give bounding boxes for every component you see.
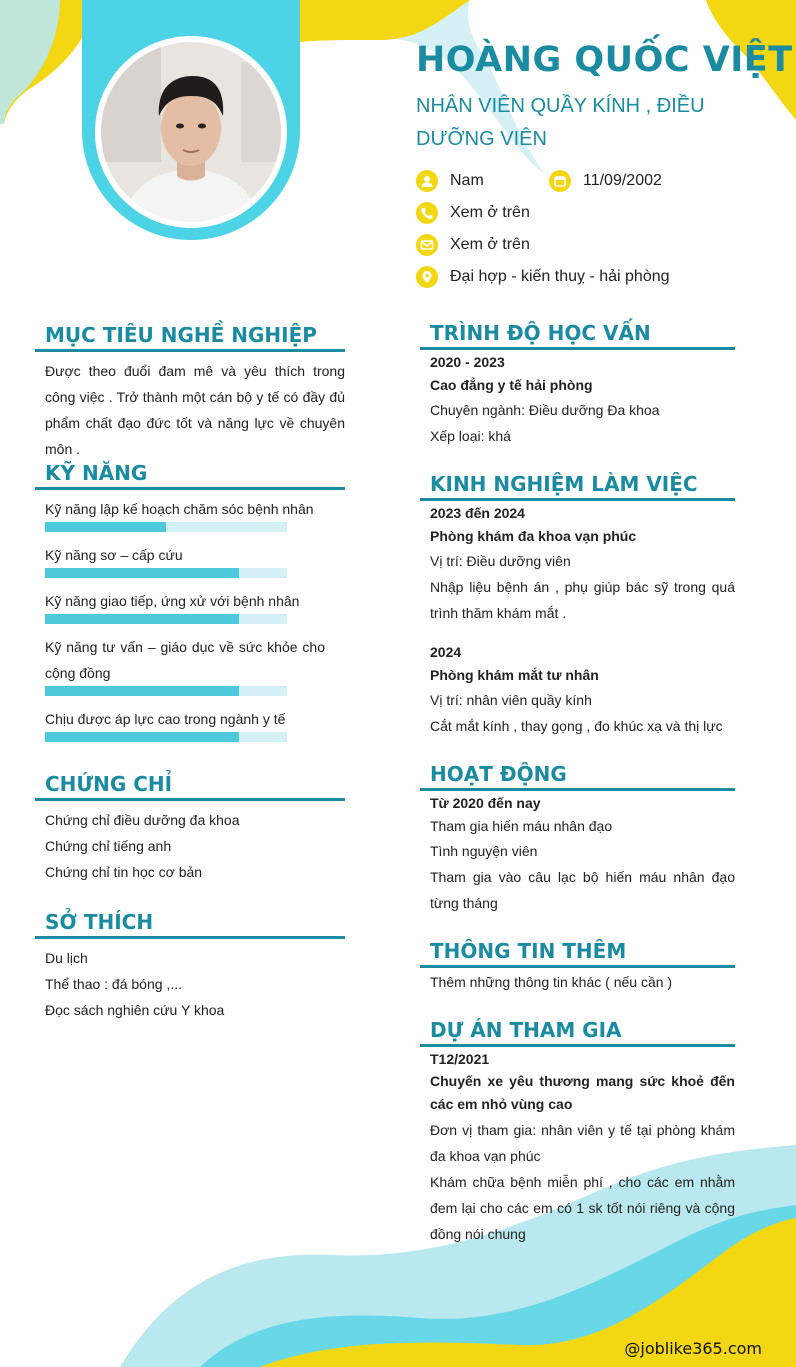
gender-value: Nam xyxy=(450,172,484,189)
skill-bar xyxy=(45,614,287,624)
job-position: Vị trí: nhân viên quầy kính xyxy=(430,692,592,708)
hobby-item: Du lịch xyxy=(45,950,88,966)
address-row xyxy=(416,266,670,288)
job-description: Nhập liệu bệnh án , phụ giúp bác sỹ trong quá trình thăm khám mắt . xyxy=(430,579,735,621)
extra-info-divider xyxy=(420,965,735,968)
education-rank: Xếp loại: khá xyxy=(430,428,511,444)
skill-bar-fill xyxy=(45,614,239,624)
hobbies-title: SỞ THÍCH xyxy=(45,910,154,934)
activities-title: HOẠT ĐỘNG xyxy=(430,762,567,786)
certificate-item: Chứng chỉ tin học cơ bản xyxy=(45,864,203,880)
education-major: Chuyên ngành: Điều dưỡng Đa khoa xyxy=(430,402,660,418)
career-objective-divider xyxy=(35,349,345,352)
skill-bar-fill xyxy=(45,522,166,532)
skill-bar xyxy=(45,686,287,696)
birthday-row xyxy=(549,170,662,192)
job-period: 2023 đến 2024 xyxy=(430,505,525,521)
hobby-item: Thể thao : đá bóng ,... xyxy=(45,976,182,992)
birthday-value: 11/09/2002 xyxy=(583,172,662,189)
education-title: TRÌNH ĐỘ HỌC VẤN xyxy=(430,321,651,345)
job-period: 2024 xyxy=(430,644,462,660)
activity-item: Tình nguyện viên xyxy=(430,843,538,859)
avatar xyxy=(101,42,281,222)
watermark: @joblike365.com xyxy=(624,1339,762,1358)
hobbies-divider xyxy=(35,936,345,939)
phone-value: Xem ở trên xyxy=(450,204,530,221)
calendar-icon xyxy=(549,170,571,192)
project-name: Chuyến xe yêu thương mang sức khoẻ đến các em nhỏ vùng cao xyxy=(430,1073,735,1112)
education-period: 2020 - 2023 xyxy=(430,354,505,370)
career-objective-text: Được theo đuổi đam mê và yêu thích trong công việc . Trở thành một cán bộ y tế có đầy đủ phẩm chất đạo đức tốt và năng lực về chuyên môn . xyxy=(45,363,345,457)
activity-item: Tham gia vào câu lạc bộ hiến máu nhân đạo từng tháng xyxy=(430,869,735,911)
extra-info-text: Thêm những thông tin khác ( nếu cần ) xyxy=(430,974,673,990)
project-unit: Đơn vị tham gia: nhân viên y tế tại phòng khám đa khoa vạn phúc xyxy=(430,1122,735,1164)
email-value: Xem ở trên xyxy=(450,236,530,253)
candidate-job-title: NHÂN VIÊN QUẦY KÍNH , ĐIỀU DƯỠNG VIÊN xyxy=(416,95,705,150)
skill-bar xyxy=(45,522,287,532)
skill-bar xyxy=(45,732,287,742)
experience-title: KINH NGHIỆM LÀM VIỆC xyxy=(430,472,698,496)
job-position: Vị trí: Điều dưỡng viên xyxy=(430,553,571,569)
skill-bar-fill xyxy=(45,686,239,696)
project-period: T12/2021 xyxy=(430,1051,490,1067)
email-icon xyxy=(416,234,438,256)
skill-bar xyxy=(45,568,287,578)
location-icon xyxy=(416,266,438,288)
phone-icon xyxy=(416,202,438,224)
certificates-divider xyxy=(35,798,345,801)
job-company: Phòng khám đa khoa vạn phúc xyxy=(430,528,637,544)
phone-row xyxy=(416,202,530,224)
skill-label: Chịu được áp lực cao trong ngành y tế xyxy=(45,711,286,727)
skill-bar-fill xyxy=(45,732,239,742)
extra-info-title: THÔNG TIN THÊM xyxy=(430,939,627,963)
job-description: Cắt mắt kính , thay gọng , đo khúc xạ và thị lực xyxy=(430,718,723,734)
skills-title: KỸ NĂNG xyxy=(45,461,148,485)
gender-row xyxy=(416,170,484,192)
address-value: Đại hợp - kiến thuỵ - hải phòng xyxy=(450,268,670,285)
hobby-item: Đọc sách nghiên cứu Y khoa xyxy=(45,1002,225,1018)
activity-item: Tham gia hiến máu nhân đạo xyxy=(430,818,613,834)
certificates-title: CHỨNG CHỈ xyxy=(45,772,173,796)
skill-label: Kỹ năng sơ – cấp cứu xyxy=(45,547,183,563)
activities-period: Từ 2020 đến nay xyxy=(430,795,541,811)
skill-label: Kỹ năng lập kế hoạch chăm sóc bệnh nhân xyxy=(45,501,314,517)
email-row xyxy=(416,234,530,256)
projects-title: DỰ ÁN THAM GIA xyxy=(430,1018,622,1042)
skill-bar-fill xyxy=(45,568,239,578)
skill-label: Kỹ năng tư vấn – giáo dục về sức khỏe cho cộng đồng xyxy=(45,639,325,681)
skill-label: Kỹ năng giao tiếp, ứng xử với bệnh nhân xyxy=(45,593,300,609)
user-icon xyxy=(416,170,438,192)
certificate-item: Chứng chỉ điều dưỡng đa khoa xyxy=(45,812,240,828)
skills-divider xyxy=(35,487,345,490)
certificate-item: Chứng chỉ tiếng anh xyxy=(45,838,172,854)
candidate-name: HOÀNG QUỐC VIỆT xyxy=(416,40,793,80)
career-objective-title: MỤC TIÊU NGHỀ NGHIỆP xyxy=(45,323,317,347)
project-description: Khám chữa bệnh miễn phí , cho các em nhằm đem lại cho các em có 1 sk tốt nói riêng và cộng đồng nói chung xyxy=(430,1174,735,1242)
avatar-frame xyxy=(95,36,287,228)
job-company: Phòng khám mắt tư nhân xyxy=(430,667,599,683)
education-school: Cao đẳng y tế hải phòng xyxy=(430,377,593,393)
